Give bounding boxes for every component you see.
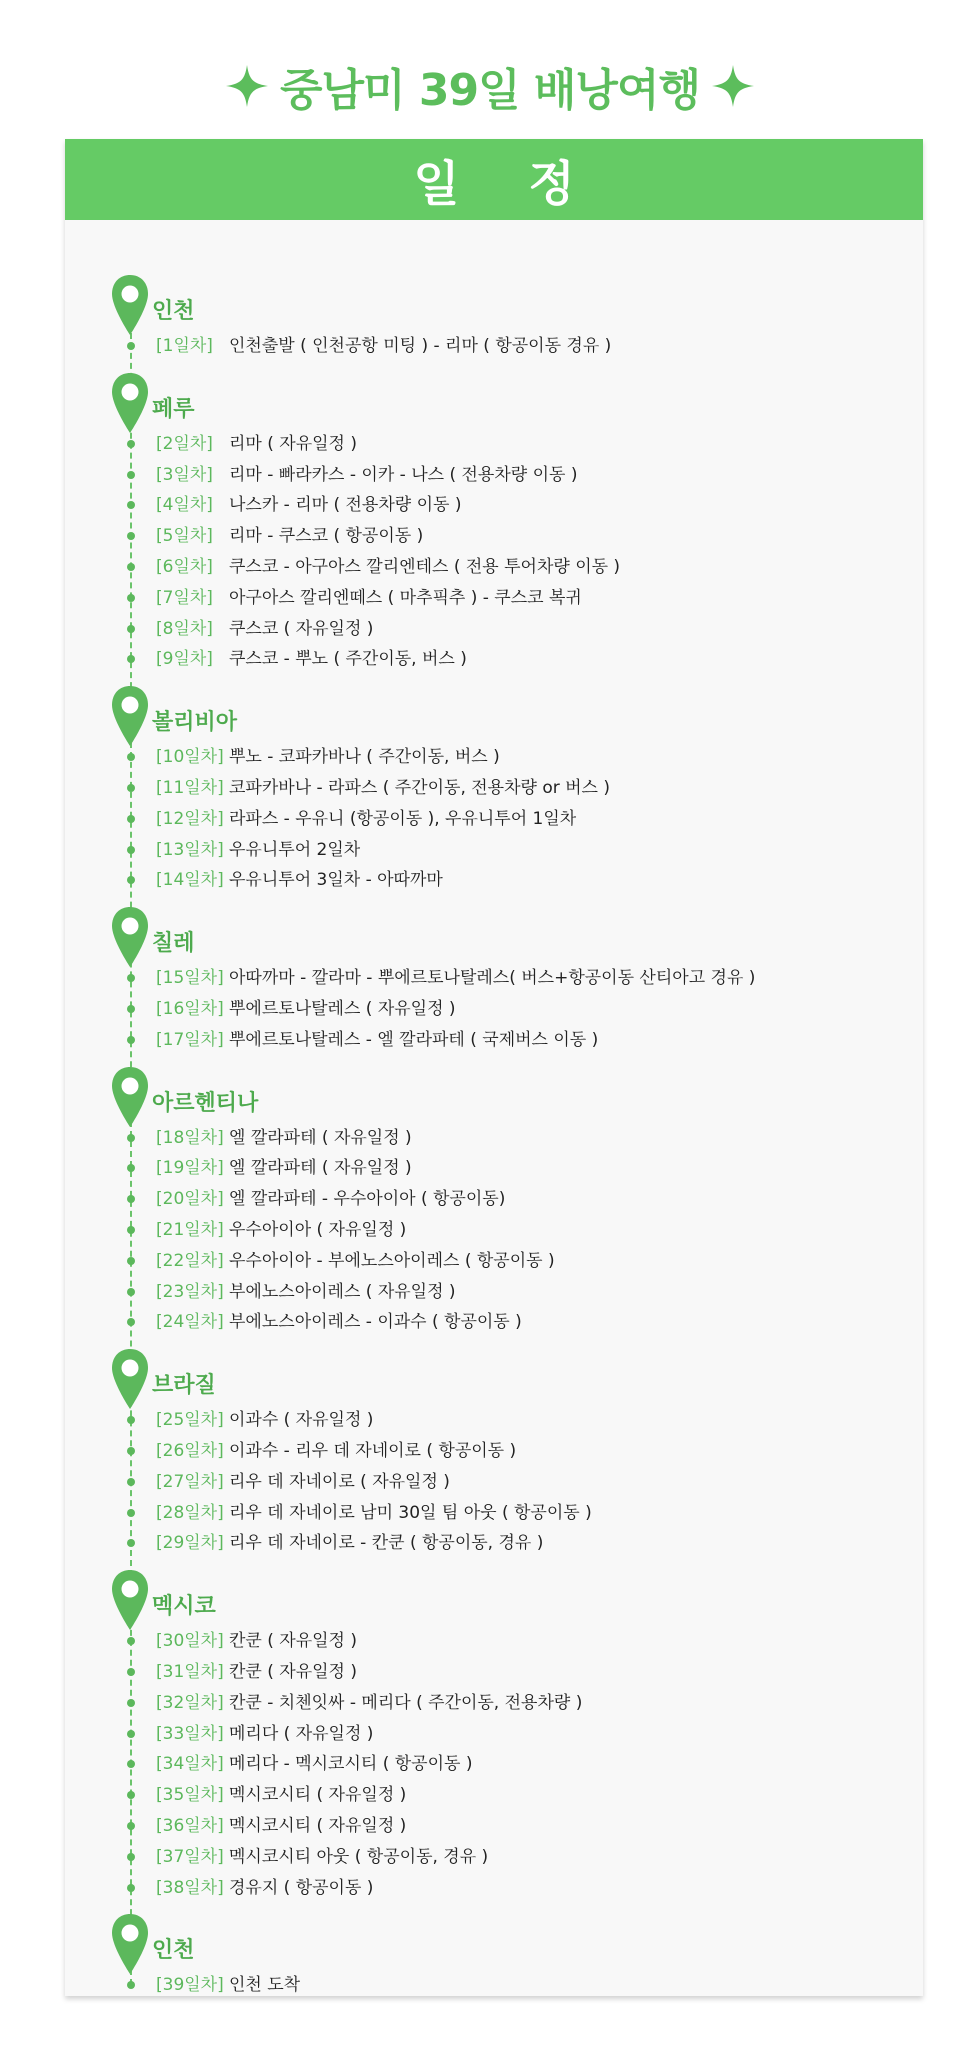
day-plan: 멕시코시티 ( 자유일정 ) xyxy=(229,1785,407,1806)
map-pin-icon xyxy=(110,273,150,337)
day-number: [28일차] xyxy=(156,1502,224,1523)
day-plan: 뿌에르토나탈레스 ( 자유일정 ) xyxy=(229,999,456,1019)
day-plan: 리우 데 자네이로 남미 30일 팀 아웃 ( 항공이동 ) xyxy=(229,1502,592,1523)
timeline-dot xyxy=(127,1637,135,1645)
timeline-dot xyxy=(127,1791,135,1799)
day-plan: 라파스 - 우유니 (항공이동 ), 우유니투어 1일차 xyxy=(229,808,577,829)
day-number: [1일차] xyxy=(156,336,213,356)
region-label: 칠레 xyxy=(152,931,195,957)
timeline-dot xyxy=(127,1822,135,1830)
timeline-dot xyxy=(127,1318,135,1326)
timeline-dot xyxy=(127,1195,135,1203)
page-title-text: 중남미 39일 배낭여행 xyxy=(280,65,700,116)
day-plan: 리우 데 자네이로 ( 자유일정 ) xyxy=(229,1471,450,1492)
day-number: [7일차] xyxy=(156,587,213,608)
day-plan: 메리다 ( 자유일정 ) xyxy=(229,1723,374,1744)
day-plan: 메리다 - 멕시코시티 ( 항공이동 ) xyxy=(229,1754,473,1775)
timeline-dot xyxy=(127,784,135,792)
day-number: [23일차] xyxy=(156,1281,224,1302)
region-label: 페루 xyxy=(152,396,195,422)
day-plan: 나스카 - 리마 ( 전용차량 이동 ) xyxy=(229,495,462,516)
day-number: [31일차] xyxy=(156,1662,224,1682)
timeline-dot xyxy=(127,1699,135,1707)
day-plan: 칸쿤 ( 자유일정 ) xyxy=(229,1631,358,1652)
day-plan: 칸쿤 ( 자유일정 ) xyxy=(229,1662,358,1682)
day-number: [24일차] xyxy=(156,1312,224,1333)
map-pin-icon xyxy=(110,1912,150,1976)
day-number: [36일차] xyxy=(156,1816,224,1836)
day-plan: 경유지 ( 항공이동 ) xyxy=(229,1877,374,1898)
day-number: [25일차] xyxy=(156,1410,224,1431)
day-plan: 뿌에르토나탈레스 - 엘 깔라파테 ( 국제버스 이동 ) xyxy=(229,1029,599,1050)
day-number: [14일차] xyxy=(156,870,224,891)
day-number: [37일차] xyxy=(156,1846,224,1867)
timeline-dot xyxy=(127,1884,135,1892)
day-plan: 아따까마 - 깔라마 - 뿌에르토나탈레스( 버스+항공이동 산티아고 경유 ) xyxy=(229,968,756,989)
timeline-dot xyxy=(127,753,135,761)
timeline-dot xyxy=(127,342,135,350)
day-plan: 쿠스코 ( 자유일정 ) xyxy=(229,618,374,639)
day-number: [4일차] xyxy=(156,495,213,516)
day-plan: 우수아이아 - 부에노스아이레스 ( 항공이동 ) xyxy=(229,1250,555,1271)
timeline-dot xyxy=(127,1539,135,1547)
day-plan: 뿌노 - 코파카바나 ( 주간이동, 버스 ) xyxy=(229,747,500,768)
timeline-dot xyxy=(127,471,135,479)
day-number: [16일차] xyxy=(156,999,224,1019)
day-number: [35일차] xyxy=(156,1785,224,1806)
day-number: [11일차] xyxy=(156,778,224,798)
timeline-dot xyxy=(127,1447,135,1455)
day-plan: 인천 도착 xyxy=(229,1975,301,1996)
day-plan: 쿠스코 - 뿌노 ( 주간이동, 버스 ) xyxy=(229,649,467,670)
day-number: [26일차] xyxy=(156,1441,224,1461)
day-plan: 코파카바나 - 라파스 ( 주간이동, 전용차량 or 버스 ) xyxy=(229,778,611,798)
day-plan: 리마 ( 자유일정 ) xyxy=(229,433,358,454)
day-plan: 리우 데 자네이로 - 칸쿤 ( 항공이동, 경유 ) xyxy=(229,1533,544,1554)
map-pin-icon xyxy=(110,1065,150,1129)
day-number: [3일차] xyxy=(156,464,213,485)
day-number: [15일차] xyxy=(156,968,224,989)
day-number: [27일차] xyxy=(156,1471,224,1492)
day-number: [17일차] xyxy=(156,1029,224,1050)
day-number: [13일차] xyxy=(156,839,224,860)
map-pin-icon xyxy=(110,905,150,969)
timeline-dot xyxy=(127,532,135,540)
day-plan: 칸쿤 - 치첸잇싸 - 메리다 ( 주간이동, 전용차량 ) xyxy=(229,1692,583,1713)
timeline-dot xyxy=(127,876,135,884)
day-plan: 아구아스 깔리엔떼스 ( 마추픽추 ) - 쿠스코 복귀 xyxy=(229,587,582,608)
day-plan: 우수아이아 ( 자유일정 ) xyxy=(229,1220,407,1240)
day-plan: 부에노스아이레스 - 이과수 ( 항공이동 ) xyxy=(229,1312,522,1333)
timeline-dot xyxy=(127,563,135,571)
day-plan: 우유니투어 3일차 - 아따까마 xyxy=(229,870,443,891)
timeline-dot xyxy=(127,815,135,823)
timeline-dot xyxy=(127,1478,135,1486)
day-plan: 엘 깔라파테 ( 자유일정 ) xyxy=(229,1127,412,1148)
timeline-dot xyxy=(127,1257,135,1265)
timeline-dot xyxy=(127,1288,135,1296)
timeline-dot xyxy=(127,1134,135,1142)
region-label: 멕시코 xyxy=(152,1594,216,1620)
timeline-dot xyxy=(127,1005,135,1013)
timeline-dot xyxy=(127,846,135,854)
day-plan: 인천출발 ( 인천공항 미팅 ) - 리마 ( 항공이동 경유 ) xyxy=(229,336,612,356)
timeline-dot xyxy=(127,1668,135,1676)
timeline-dot xyxy=(127,625,135,633)
timeline-dot xyxy=(127,1416,135,1424)
day-plan: 부에노스아이레스 ( 자유일정 ) xyxy=(229,1281,456,1302)
timeline-dot xyxy=(127,1981,135,1989)
day-number: [32일차] xyxy=(156,1692,224,1713)
region-label: 아르헨티나 xyxy=(152,1090,259,1116)
day-number: [20일차] xyxy=(156,1189,224,1210)
timeline-dot xyxy=(127,1760,135,1768)
timeline-dot xyxy=(127,1164,135,1172)
timeline-dot xyxy=(127,1226,135,1234)
day-number: [22일차] xyxy=(156,1250,224,1271)
day-number: [12일차] xyxy=(156,808,224,829)
timeline-dot xyxy=(127,501,135,509)
day-number: [8일차] xyxy=(156,618,213,639)
timeline-dot xyxy=(127,655,135,663)
day-number: [34일차] xyxy=(156,1754,224,1775)
region-label: 인천 xyxy=(152,299,195,324)
timeline-dot xyxy=(127,974,135,982)
day-number: [5일차] xyxy=(156,526,213,547)
day-plan: 멕시코시티 아웃 ( 항공이동, 경유 ) xyxy=(229,1846,489,1867)
day-plan: 쿠스코 - 아구아스 깔리엔테스 ( 전용 투어차량 이동 ) xyxy=(229,557,621,577)
timeline-dot xyxy=(127,1730,135,1738)
day-number: [38일차] xyxy=(156,1877,224,1898)
day-plan: 이과수 - 리우 데 자네이로 ( 항공이동 ) xyxy=(229,1441,517,1461)
day-number: [29일차] xyxy=(156,1533,224,1554)
day-plan: 우유니투어 2일차 xyxy=(229,839,361,860)
day-plan: 멕시코시티 ( 자유일정 ) xyxy=(229,1816,407,1836)
day-number: [2일차] xyxy=(156,433,213,454)
day-plan: 리마 - 쿠스코 ( 항공이동 ) xyxy=(229,526,424,547)
day-number: [9일차] xyxy=(156,649,213,670)
map-pin-icon xyxy=(110,1568,150,1632)
day-plan: 엘 깔라파테 ( 자유일정 ) xyxy=(229,1158,412,1179)
region-label: 인천 xyxy=(152,1938,195,1964)
map-pin-icon xyxy=(110,371,150,435)
day-number: [10일차] xyxy=(156,747,224,768)
day-number: [39일차] xyxy=(156,1975,224,1996)
day-number: [30일차] xyxy=(156,1631,224,1652)
day-number: [19일차] xyxy=(156,1158,224,1179)
timeline-dot xyxy=(127,1509,135,1517)
map-pin-icon xyxy=(110,1347,150,1411)
region-label: 볼리비아 xyxy=(152,710,238,736)
schedule-banner-text: 일 정 xyxy=(413,156,601,212)
day-number: [18일차] xyxy=(156,1127,224,1148)
timeline-dot xyxy=(127,1036,135,1044)
day-plan: 리마 - 빠라카스 - 이카 - 나스 ( 전용차량 이동 ) xyxy=(229,464,578,485)
day-plan: 이과수 ( 자유일정 ) xyxy=(229,1410,374,1431)
timeline-dot xyxy=(127,1853,135,1861)
day-plan: 엘 깔라파테 - 우수아이아 ( 항공이동) xyxy=(229,1189,506,1210)
map-pin-icon xyxy=(110,684,150,748)
timeline-dot xyxy=(127,440,135,448)
region-label: 브라질 xyxy=(152,1373,216,1399)
day-number: [33일차] xyxy=(156,1723,224,1744)
day-number: [6일차] xyxy=(156,557,213,577)
timeline-dot xyxy=(127,594,135,602)
day-number: [21일차] xyxy=(156,1220,224,1240)
